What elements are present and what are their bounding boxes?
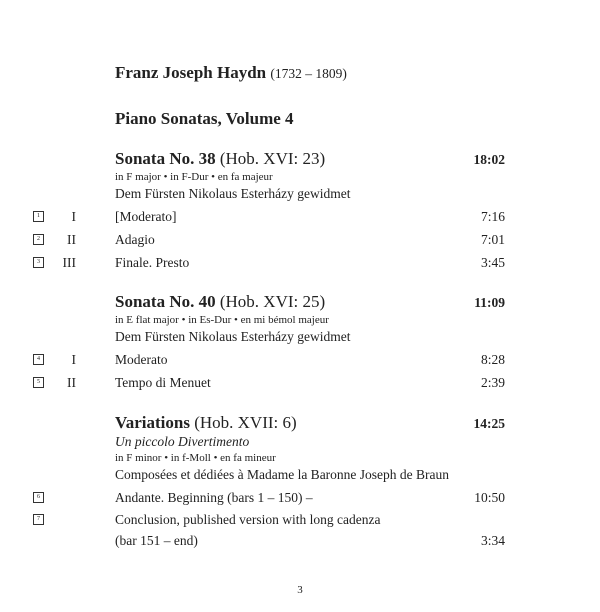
composer-dates: (1732 – 1809) <box>270 66 347 81</box>
work-catalog: (Hob. XVI: 23) <box>219 149 326 168</box>
track-number-box: 3 <box>33 257 44 268</box>
track-title: Tempo di Menuet <box>115 375 211 390</box>
work-subtitle: Un piccolo Divertimento <box>115 434 250 449</box>
work-title <box>115 150 325 167</box>
track-time: 7:16 <box>480 209 505 224</box>
composer-line <box>115 64 347 81</box>
track-time: 2:39 <box>480 375 505 390</box>
composer-name: Franz Joseph Haydn <box>115 63 267 82</box>
track-title-continued: (bar 151 – end) <box>115 533 198 548</box>
movement-numeral: I <box>71 352 76 367</box>
track-title: Andante. Beginning (bars 1 – 150) – <box>115 490 313 505</box>
track-title: [Moderato] <box>115 209 177 224</box>
work-name: Variations <box>115 413 190 432</box>
work-dedication: Dem Fürsten Nikolaus Esterházy gewidmet <box>115 186 351 201</box>
work-title <box>115 293 325 310</box>
work-total-time: 11:09 <box>474 295 505 310</box>
track-number-box: 6 <box>33 492 44 503</box>
work-key: in F major • in F-Dur • en fa majeur <box>115 171 273 183</box>
movement-numeral: II <box>67 232 76 247</box>
work-total-time: 18:02 <box>473 152 505 167</box>
movement-numeral: II <box>67 375 76 390</box>
work-catalog: (Hob. XVI: 25) <box>219 292 326 311</box>
movement-numeral: I <box>71 209 76 224</box>
work-dedication: Dem Fürsten Nikolaus Esterházy gewidmet <box>115 329 351 344</box>
track-time: 7:01 <box>480 232 505 247</box>
track-number-box: 2 <box>33 234 44 245</box>
album-title: Piano Sonatas, Volume 4 <box>115 109 294 128</box>
track-title: Conclusion, published version with long cadenza <box>115 512 381 527</box>
work-name: Sonata No. 38 <box>115 149 216 168</box>
track-time: 10:50 <box>474 490 505 505</box>
track-number-box: 5 <box>33 377 44 388</box>
track-title: Adagio <box>115 232 155 247</box>
track-number-box: 1 <box>33 211 44 222</box>
track-number-box: 4 <box>33 354 44 365</box>
work-key: in F minor • in f-Moll • en fa mineur <box>115 452 276 464</box>
track-number-box: 7 <box>33 514 44 525</box>
work-total-time: 14:25 <box>473 416 505 431</box>
track-time: 3:34 <box>480 533 505 548</box>
work-key: in E flat major • in Es-Dur • en mi bémol majeur <box>115 314 329 326</box>
track-time: 3:45 <box>480 255 505 270</box>
work-title <box>115 414 297 431</box>
track-title: Finale. Presto <box>115 255 190 270</box>
work-name: Sonata No. 40 <box>115 292 216 311</box>
page-number: 3 <box>297 584 303 596</box>
work-dedication: Composées et dédiées à Madame la Baronne Joseph de Braun <box>115 467 450 482</box>
track-title: Moderato <box>115 352 168 367</box>
track-time: 8:28 <box>480 352 505 367</box>
work-catalog: (Hob. XVII: 6) <box>194 413 297 432</box>
movement-numeral: III <box>62 255 76 270</box>
